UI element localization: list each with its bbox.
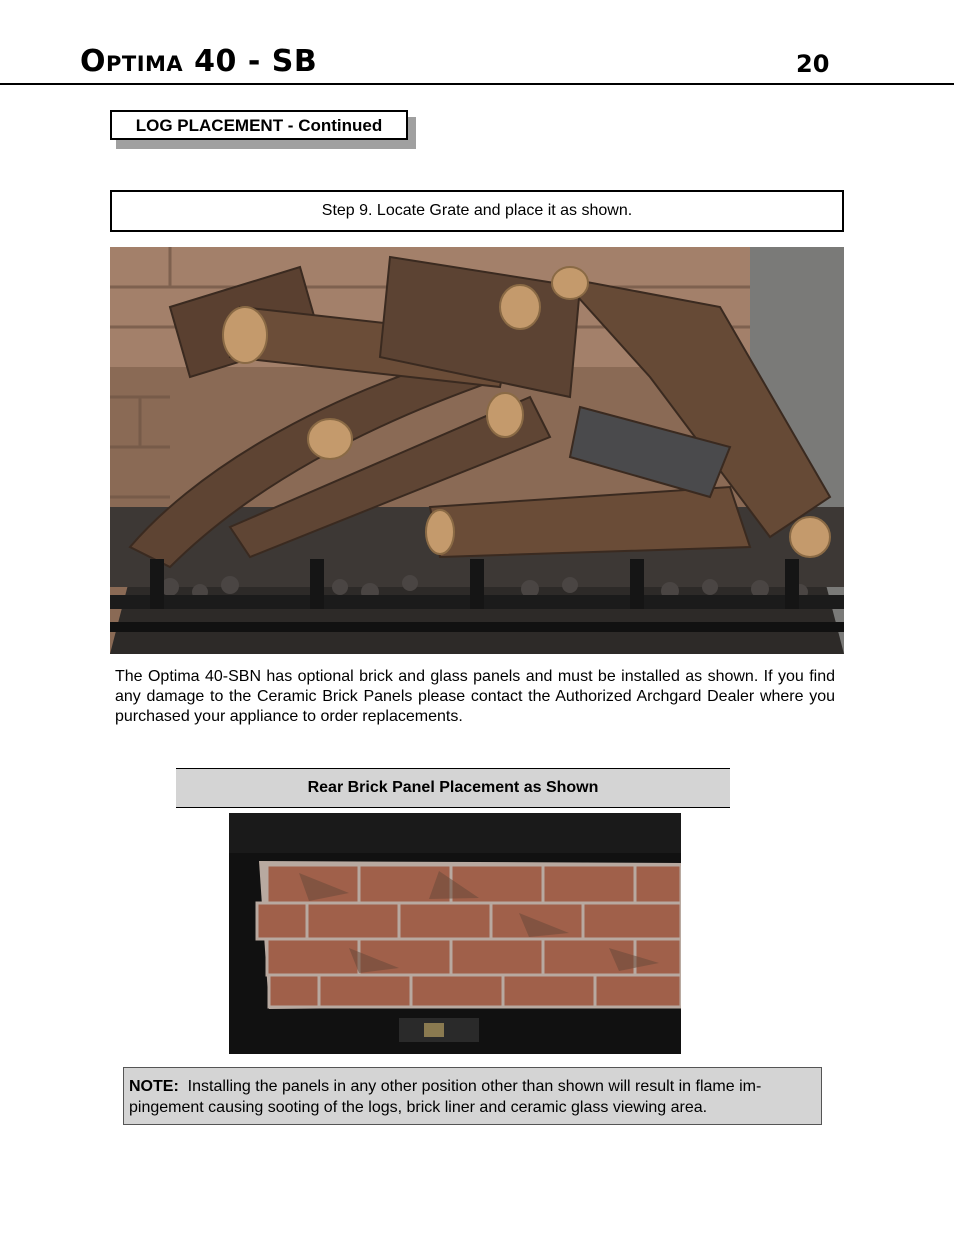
note-box [123,1067,822,1125]
section-label: LOG PLACEMENT - Continued [110,110,408,140]
note-label: NOTE: [129,1078,179,1095]
step-instruction: Step 9. Locate Grate and place it as shown. [110,190,844,232]
note-text: Installing the panels in any other position other than shown will result in flame im-pingement causing sooting of the logs, brick liner and ceramic glass viewing area. [129,1078,762,1116]
page-title: Optima 40 - SB [80,44,318,79]
rear-brick-panel-photo [229,813,681,1054]
page-number: 20 [796,50,830,78]
log-grate-photo [110,247,844,654]
body-paragraph: The Optima 40-SBN has optional brick and glass panels and must be installed as shown. If you find any damage to the Ceramic Brick Panels please contact the Authorized Archgard Dealer where you purchased your appliance to order replacements. [115,668,835,725]
rear-panel-heading: Rear Brick Panel Placement as Shown [176,768,730,808]
header-rule [0,83,954,85]
